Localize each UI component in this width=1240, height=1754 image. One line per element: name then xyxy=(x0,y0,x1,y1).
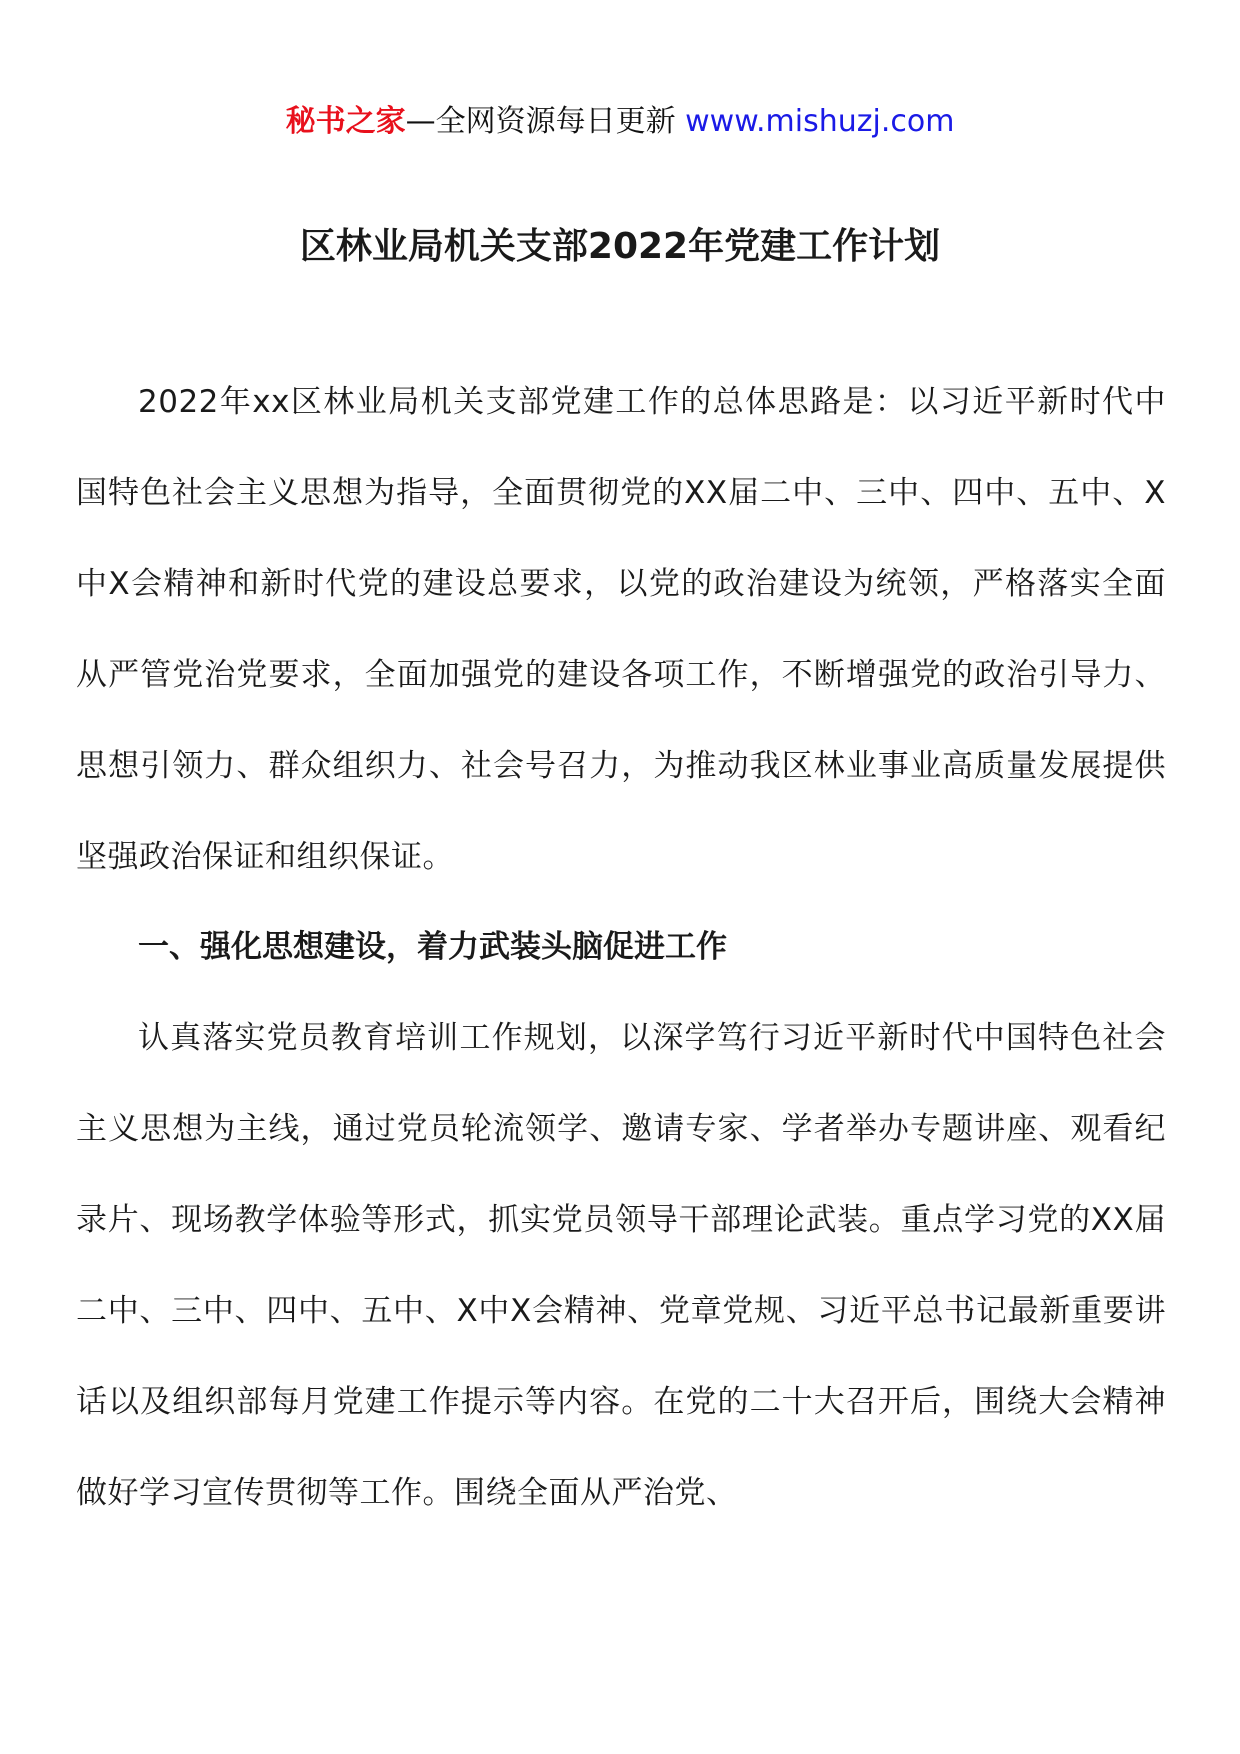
paragraph-intro: 2022年xx区林业局机关支部党建工作的总体思路是：以习近平新时代中国特色社会主义思想为指导，全面贯彻党的XX届二中、三中、四中、五中、X中X会精神和新时代党的建设总要求，以党的政治建设为统领，严格落实全面从严管党治党要求，全面加强党的建设各项工作，不断增强党的政治引导力、思想引领力、群众组织力、社会号召力，为推动我区林业事业高质量发展提供坚强政治保证和组织保证。 xyxy=(76,384,1166,875)
paragraph-section-1: 认真落实党员教育培训工作规划，以深学笃行习近平新时代中国特色社会主义思想为主线，通过党员轮流领学、邀请专家、学者举办专题讲座、观看纪录片、现场教学体验等形式，抓实党员领导干部理论武装。重点学习党的XX届二中、三中、四中、五中、X中X会精神、党章党规、习近平总书记最新重要讲话以及组织部每月党建工作提示等内容。在党的二十大召开后，围绕大会精神做好学习宣传贯彻等工作。围绕全面从严治党、 xyxy=(76,1020,1166,1511)
section-heading-1: 一、强化思想建设，着力武装头脑促进工作 xyxy=(138,929,727,965)
site-banner xyxy=(0,100,1240,144)
banner-slogan: —全网资源每日更新 xyxy=(405,104,686,139)
banner-url-link[interactable]: www.mishuzj.com xyxy=(685,104,955,139)
document-title: 区林业局机关支部2022年党建工作计划 xyxy=(299,226,941,267)
brand-name: 秘书之家 xyxy=(285,104,406,139)
